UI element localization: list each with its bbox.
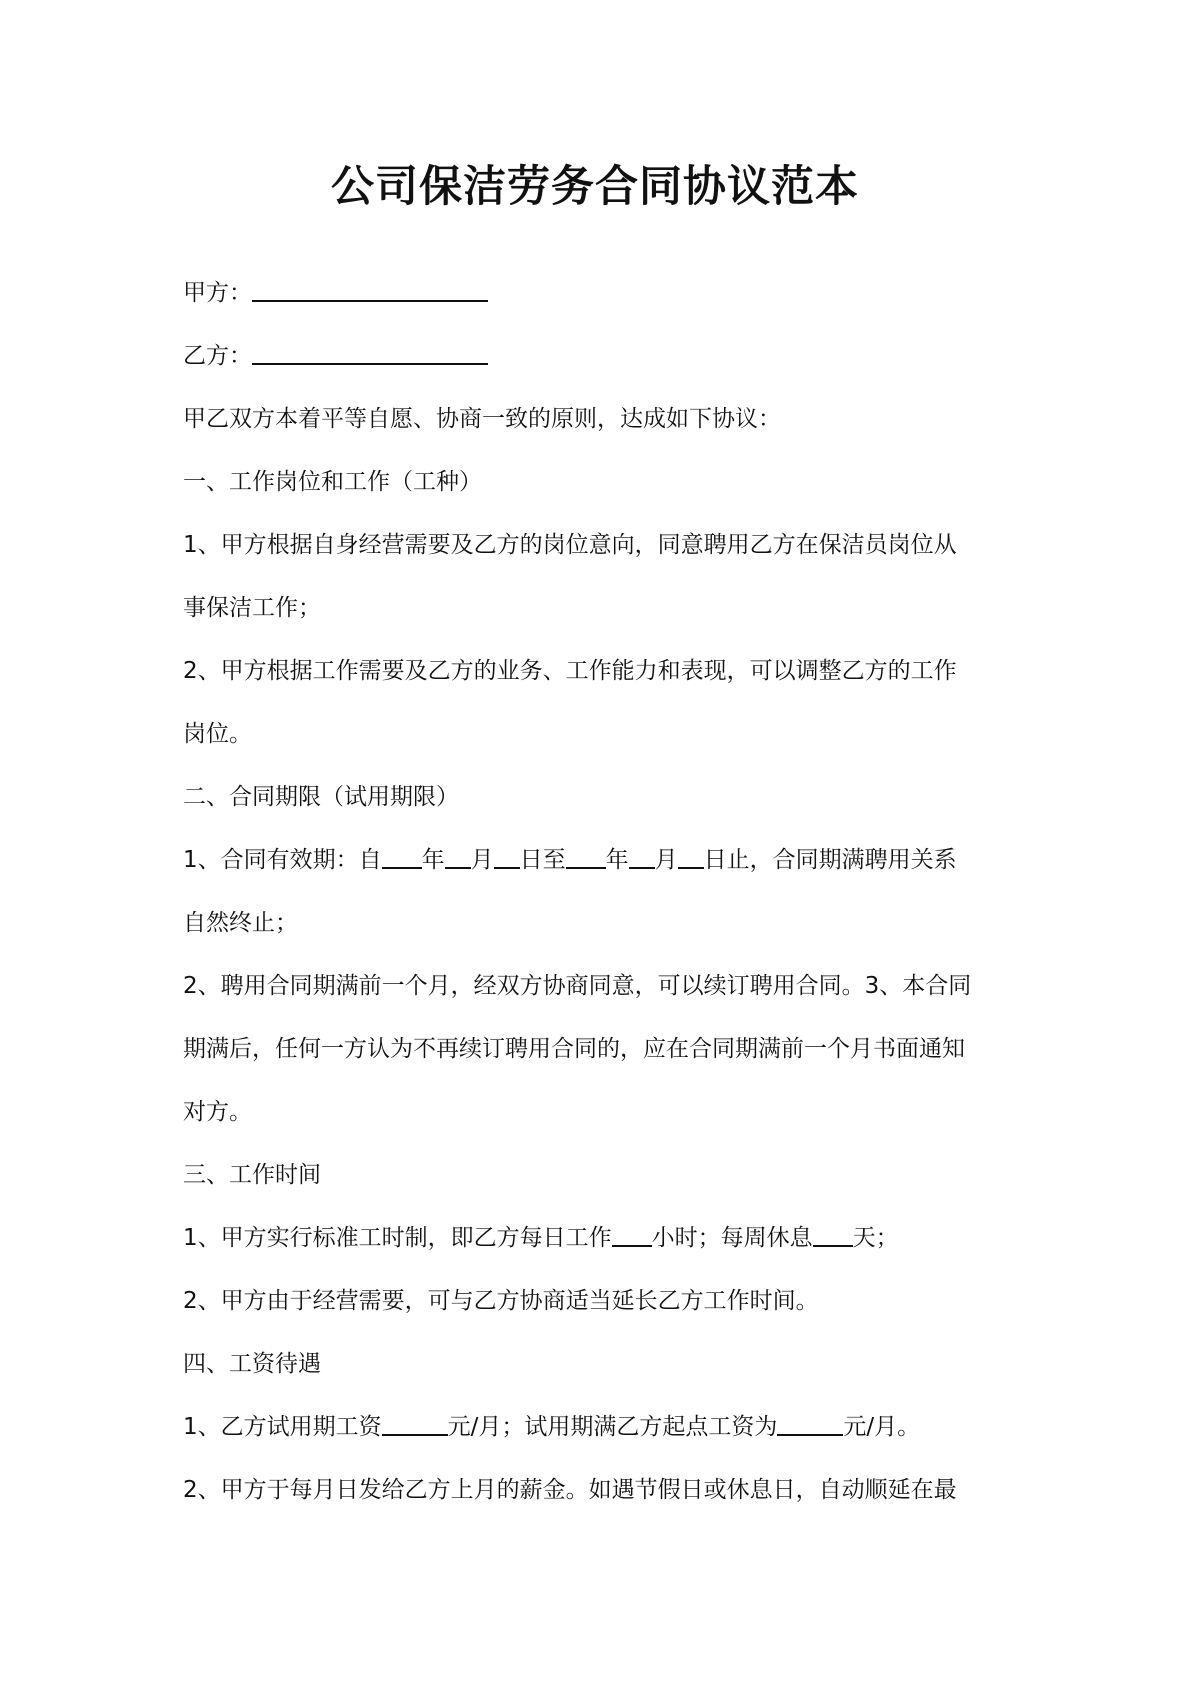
party-a-line [183, 262, 1063, 325]
text-run: 1、乙方试用期工资 [183, 1414, 382, 1440]
start-day-blank [494, 841, 520, 869]
document-body [183, 262, 1063, 1522]
party-b-blank [252, 337, 488, 365]
starting-salary-blank [777, 1408, 843, 1436]
paragraph-line: 自然终止； [183, 910, 298, 936]
text-run: 1、合同有效期：自 [183, 847, 382, 873]
paragraph-line: 2、甲方由于经营需要，可与乙方协商适当延长乙方工作时间。 [183, 1288, 819, 1314]
weekly-rest-blank [813, 1219, 853, 1247]
text-run: 天； [852, 1225, 899, 1251]
paragraph-line: 对方。 [183, 1099, 252, 1125]
text-run: 年 [605, 847, 629, 873]
paragraph-line: 2、聘用合同期满前一个月，经双方协商同意，可以续订聘用合同。3、本合同 [183, 973, 972, 999]
party-a-label: 甲方： [183, 280, 252, 306]
salary-line [183, 1396, 1063, 1459]
start-year-blank [382, 841, 422, 869]
text-run: 月 [654, 847, 678, 873]
probation-salary-blank [382, 1408, 448, 1436]
party-b-label: 乙方： [183, 343, 252, 369]
text-run: 日止，合同期满聘用关系 [703, 847, 957, 873]
end-year-blank [566, 841, 606, 869]
text-run: 元/月。 [843, 1414, 921, 1440]
party-b-line [183, 325, 1063, 388]
daily-hours-blank [612, 1219, 652, 1247]
work-hours-line [183, 1207, 1063, 1270]
party-a-blank [252, 274, 488, 302]
text-run: 月 [470, 847, 494, 873]
paragraph-line: 岗位。 [183, 721, 252, 747]
text-run: 日至 [519, 847, 566, 873]
end-month-blank [629, 841, 655, 869]
document-title: 公司保洁劳务合同协议范本 [331, 162, 859, 212]
start-month-blank [445, 841, 471, 869]
section-heading-4: 四、工资待遇 [183, 1351, 321, 1377]
section-heading-1: 一、工作岗位和工作（工种） [183, 469, 482, 495]
contract-period-line [183, 829, 1063, 892]
text-run: 1、甲方实行标准工时制，即乙方每日工作 [183, 1225, 612, 1251]
paragraph-line: 期满后，任何一方认为不再续订聘用合同的，应在合同期满前一个月书面通知 [183, 1036, 965, 1062]
section-heading-2: 二、合同期限（试用期限） [183, 784, 459, 810]
end-day-blank [678, 841, 704, 869]
text-run: 元/月；试用期满乙方起点工资为 [447, 1414, 778, 1440]
intro-paragraph: 甲乙双方本着平等自愿、协商一致的原则，达成如下协议： [183, 406, 781, 432]
paragraph-line: 2、甲方根据工作需要及乙方的业务、工作能力和表现，可以调整乙方的工作 [183, 658, 957, 684]
text-run: 小时；每周休息 [651, 1225, 813, 1251]
text-run: 年 [421, 847, 445, 873]
paragraph-line: 2、甲方于每月日发给乙方上月的薪金。如遇节假日或休息日，自动顺延在最 [183, 1477, 957, 1503]
paragraph-line: 1、甲方根据自身经营需要及乙方的岗位意向，同意聘用乙方在保洁员岗位从 [183, 532, 957, 558]
section-heading-3: 三、工作时间 [183, 1162, 321, 1188]
paragraph-line: 事保洁工作； [183, 595, 321, 621]
